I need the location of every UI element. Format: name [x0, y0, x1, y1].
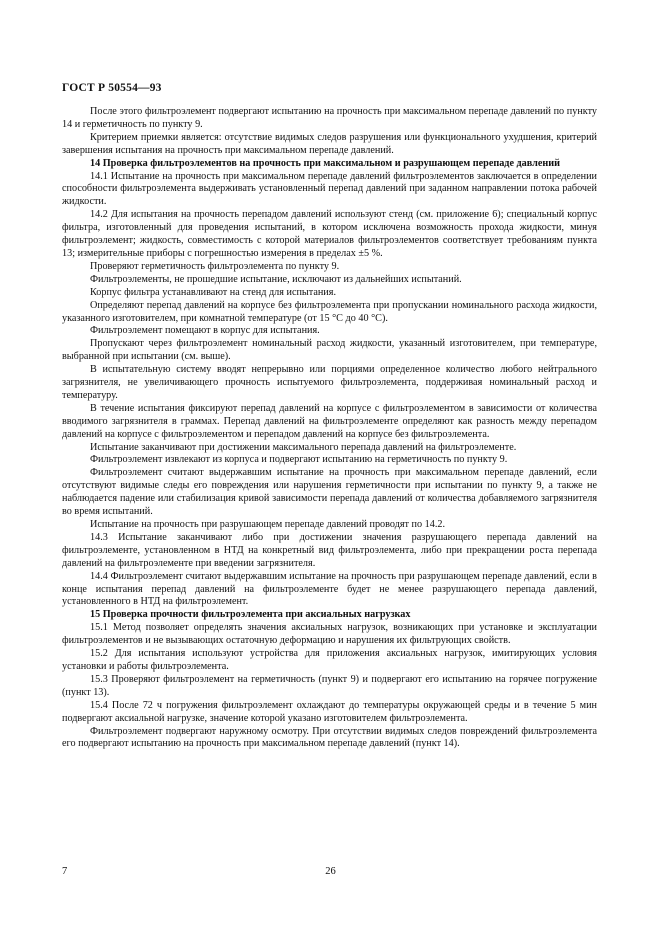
body-paragraph: Корпус фильтра устанавливают на стенд для испытания. — [90, 286, 336, 298]
body-paragraph: 14.2 Для испытания на прочность перепадом давлений используют стенд (см. приложение 6); специальный корпус фильтра, изготовленный для проведения испытаний, в котором исключена возможность прохода жидкости, минуя фильтроэлемент; жидкость, совместимость с которой материалов фильтроэлементов соответствует требованиям пункта 13; измерительные приборы с погрешностью измерения в пределах ±5 %. — [62, 209, 597, 259]
body-paragraph: 15.3 Проверяют фильтроэлемент на герметичность (пункт 9) и подвергают его испытанию на горячее погружение (пункт 13). — [62, 673, 597, 698]
body-paragraph: Фильтроэлемент считают выдержавшим испытание на прочность при максимальном перепаде давлений, если отсутствуют видимые следы его повреждения или нарушения герметичности при испытании по пункту 9, а также не наблюдается падение или стабилизация кривой зависимости перепада давлений от количества добавляемого загрязнителя во время испытаний. — [62, 467, 597, 518]
section-heading: 14 Проверка фильтроэлементов на прочность при максимальном и разрушающем перепаде давлений — [90, 157, 560, 169]
body-paragraph: 15.4 После 72 ч погружения фильтроэлемент охлаждают до температуры окружающей среды и в течение 5 мин подвергают аксиальной нагрузке, значение которой указано изготовителем фильтроэлемента. — [62, 699, 597, 724]
body-paragraph: Критерием приемки является: отсутствие видимых следов разрушения или функционального ухудшения, критерий завершения испытания на прочность при максимальном перепаде давлений. — [62, 131, 597, 156]
body-paragraph: 14.3 Испытание заканчивают либо при достижении значения разрушающего перепада давлений на фильтроэлементе, установленном в НТД на конкретный вид фильтроэлемента, либо при прекращении роста перепада давлений на фильтроэлементе при введении загрязнителя. — [62, 531, 597, 569]
document-body — [62, 106, 597, 751]
body-paragraph: Пропускают через фильтроэлемент номинальный расход жидкости, указанный изготовителем, при температуре, выбранной при испытании (см. выше). — [62, 338, 597, 363]
body-paragraph: 14.4 Фильтроэлемент считают выдержавшим испытание на прочность при разрушающем перепаде давлений, если в конце испытания перепад давлений на фильтроэлементе будет не менее разрушающего перепада давлений, установленного в НТД на фильтроэлемент. — [62, 570, 597, 608]
body-paragraph: После этого фильтроэлемент подвергают испытанию на прочность при максимальном перепаде давлений по пункту 14 и герметичность по пункту 9. — [62, 106, 597, 130]
body-paragraph: Испытание заканчивают при достижении максимального перепада давлений на фильтроэлементе. — [90, 441, 517, 453]
body-paragraph: В испытательную систему вводят непрерывно или порциями определенное количество любого нейтрального загрязнителя, не увеличивающего прочность испытуемого фильтроэлемента, поддерживая номинальный расход и температуру. — [62, 364, 597, 401]
body-paragraph: В течение испытания фиксируют перепад давлений на корпусе с фильтроэлементом в зависимости от количества вводимого загрязнителя в граммах. Перепад давлений на фильтроэлементе определяют как разность между перепадом давлений на корпусе с фильтроэлементом и перепадом давлений на корпусе без фильтроэлемента. — [62, 402, 597, 440]
body-paragraph: Фильтроэлементы, не прошедшие испытание, исключают из дальнейших испытаний. — [90, 273, 462, 285]
body-paragraph: Проверяют герметичность фильтроэлемента по пункту 9. — [90, 260, 340, 272]
body-paragraph: Испытание на прочность при разрушающем перепаде давлений проводят по 14.2. — [90, 519, 446, 530]
page-number: 26 — [325, 866, 336, 877]
body-paragraph: Определяют перепад давлений на корпусе без фильтроэлемента при пропускании номинального расхода жидкости, указанного изготовителем, при комнатной температуре (от 15 °С до 40 °С). — [62, 299, 597, 324]
page-header-title: ГОСТ Р 50554—93 — [62, 82, 162, 94]
section-heading: 15 Проверка прочности фильтроэлемента при аксиальных нагрузках — [90, 609, 411, 621]
footer-left-mark: 7 — [62, 866, 68, 877]
body-paragraph: 15.2 Для испытания используют устройства для приложения аксиальных нагрузок, имитирующих условия установки и работы фильтроэлемента. — [62, 648, 597, 672]
body-paragraph: 14.1 Испытание на прочность при максимальном перепаде давлений фильтроэлементов заключается в определении способности фильтроэлемента выдерживать установленный перепад давлений при заданном направлении потока рабочей жидкости. — [62, 170, 597, 208]
body-paragraph: Фильтроэлемент подвергают наружному осмотру. При отсутствии видимых следов повреждений фильтроэлемента его подвергают испытанию на прочность при максимальном перепаде давлений (пункт 14). — [62, 725, 597, 750]
body-paragraph: Фильтроэлемент помещают в корпус для испытания. — [90, 325, 320, 337]
body-paragraph: 15.1 Метод позволяет определять значения аксиальных нагрузок, возникающих при установке и эксплуатации фильтроэлементов и не вызывающих остаточную деформацию и нарушения их фильтрующих свойств. — [62, 622, 597, 647]
body-paragraph: Фильтроэлемент извлекают из корпуса и подвергают испытанию на герметичность по пункту 9. — [90, 454, 508, 466]
